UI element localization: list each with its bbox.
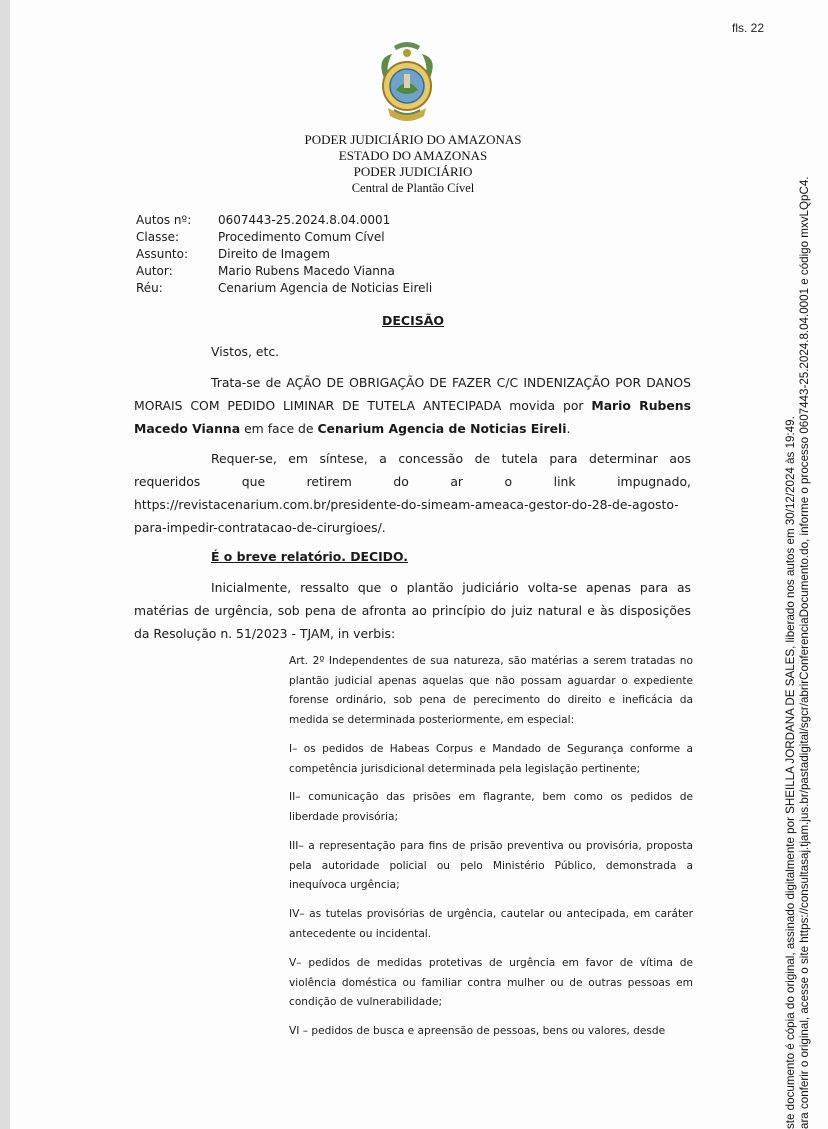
paragraph-vistos: Vistos, etc. [211,344,280,359]
case-info-row [136,212,432,229]
case-info-label: Réu: [136,281,163,295]
case-info-row [136,229,432,246]
paragraph-text: em face de [240,421,318,436]
report-heading-text: É o breve relatório. DECIDO. [211,549,408,564]
quote-article-2: Art. 2º Independentes de sua natureza, são matérias a serem tratadas no plantão judicial apenas aquelas que não possam aguardar o expediente forense ordinário, sob pena de perecimento do direito e ineficácia da medida se determinada posteriormente, em especial: [289,655,693,726]
page-number: fls. 22 [732,21,765,35]
header-line-1: PODER JUDICIÁRIO DO AMAZONAS [304,132,522,147]
paragraph-text: . [566,421,571,436]
case-info-value: Direito de Imagem [218,247,330,261]
quote-item-i: I– os pedidos de Habeas Corpus e Mandado de Segurança conforme a competência jurisdicional determinada pela legislação pertinente; [289,743,693,775]
case-info-label: Assunto: [136,247,189,261]
case-info-value: 0607443-25.2024.8.04.0001 [218,213,391,227]
paragraph-text: Trata-se de AÇÃO DE OBRIGAÇÃO DE FAZER C/C INDENIZAÇÃO POR DANOS MORAIS COM PEDIDO LIMINAR DE TUTELA ANTECIPADA movida por [134,375,691,413]
signature-note-line-1: ste documento é cópia do original, assinado digitalmente por SHEILLA JORDANA DE SALES, liberado nos autos em 30/12/2024 às 19:49. [784,416,797,1129]
document-page [10,0,828,1129]
signature-note-line-2: ara conferir o original, acesse o site https://consultasaj.tjam.jus.br/pastadigital/sgcr/abrirConferenciaDocumento.do, informe o processo 0607443-25.2024.8.04.0001 e código mxvLQpC4. [798,176,811,1129]
paragraph-action-summary [134,371,691,440]
case-info [136,212,432,297]
paragraph-request: Requer-se, em síntese, a concessão de tutela para determinar aos requeridos que retirem do ar o link impugnado, https://revistacenarium.com.br/presidente-do-simeam-ameaca-gestor-do-28-de-agosto-para-impedir-contratacao-de-cirurgioes/. [134,451,691,535]
court-header [250,132,576,196]
plaintiff-name: Mario Rubens Macedo Vianna [134,398,691,436]
case-info-row [136,263,432,280]
defendant-name: Cenarium Agencia de Noticias Eireli [317,421,567,436]
case-info-label: Autos nº: [136,213,192,227]
quote-item-iv: IV– as tutelas provisórias de urgência, cautelar ou antecipada, em caráter antecedente ou incidental. [289,908,693,940]
case-info-row [136,246,432,263]
paragraph-initially: Inicialmente, ressalto que o plantão judiciário volta-se apenas para as matérias de urgência, sob pena de afronta ao princípio do juiz natural e às disposições da Resolução n. 51/2023 - TJAM, in verbis: [134,580,691,641]
case-info-value: Mario Rubens Macedo Vianna [218,264,395,278]
header-line-4: Central de Plantão Cível [351,181,475,195]
case-info-label: Autor: [136,264,173,278]
case-info-value: Cenarium Agencia de Noticias Eireli [218,281,433,295]
case-info-value: Procedimento Comum Cível [218,230,385,244]
quote-item-vi: VI – pedidos de busca e apreensão de pessoas, bens ou valores, desde [289,1025,666,1037]
header-line-3: PODER JUDICIÁRIO [353,164,473,179]
quote-item-iii: III– a representação para fins de prisão preventiva ou provisória, proposta pela autoridade policial ou pelo Ministério Público, demonstrada a inequívoca urgência; [289,840,693,891]
header-line-2: ESTADO DO AMAZONAS [338,148,488,163]
digital-signature-note [784,109,812,1129]
case-info-row [136,280,432,297]
quote-item-ii: II– comunicação das prisões em flagrante, bem como os pedidos de liberdade provisória; [289,791,693,823]
quote-item-v: V– pedidos de medidas protetivas de urgência em favor de vítima de violência doméstica ou familiar contra mulher ou de outras pessoas em condição de vulnerabilidade; [289,957,693,1008]
case-info-label: Classe: [136,230,179,244]
document-title: DECISÃO [382,313,445,328]
paragraph-report-heading [134,545,691,568]
court-seal-emblem [374,38,440,130]
